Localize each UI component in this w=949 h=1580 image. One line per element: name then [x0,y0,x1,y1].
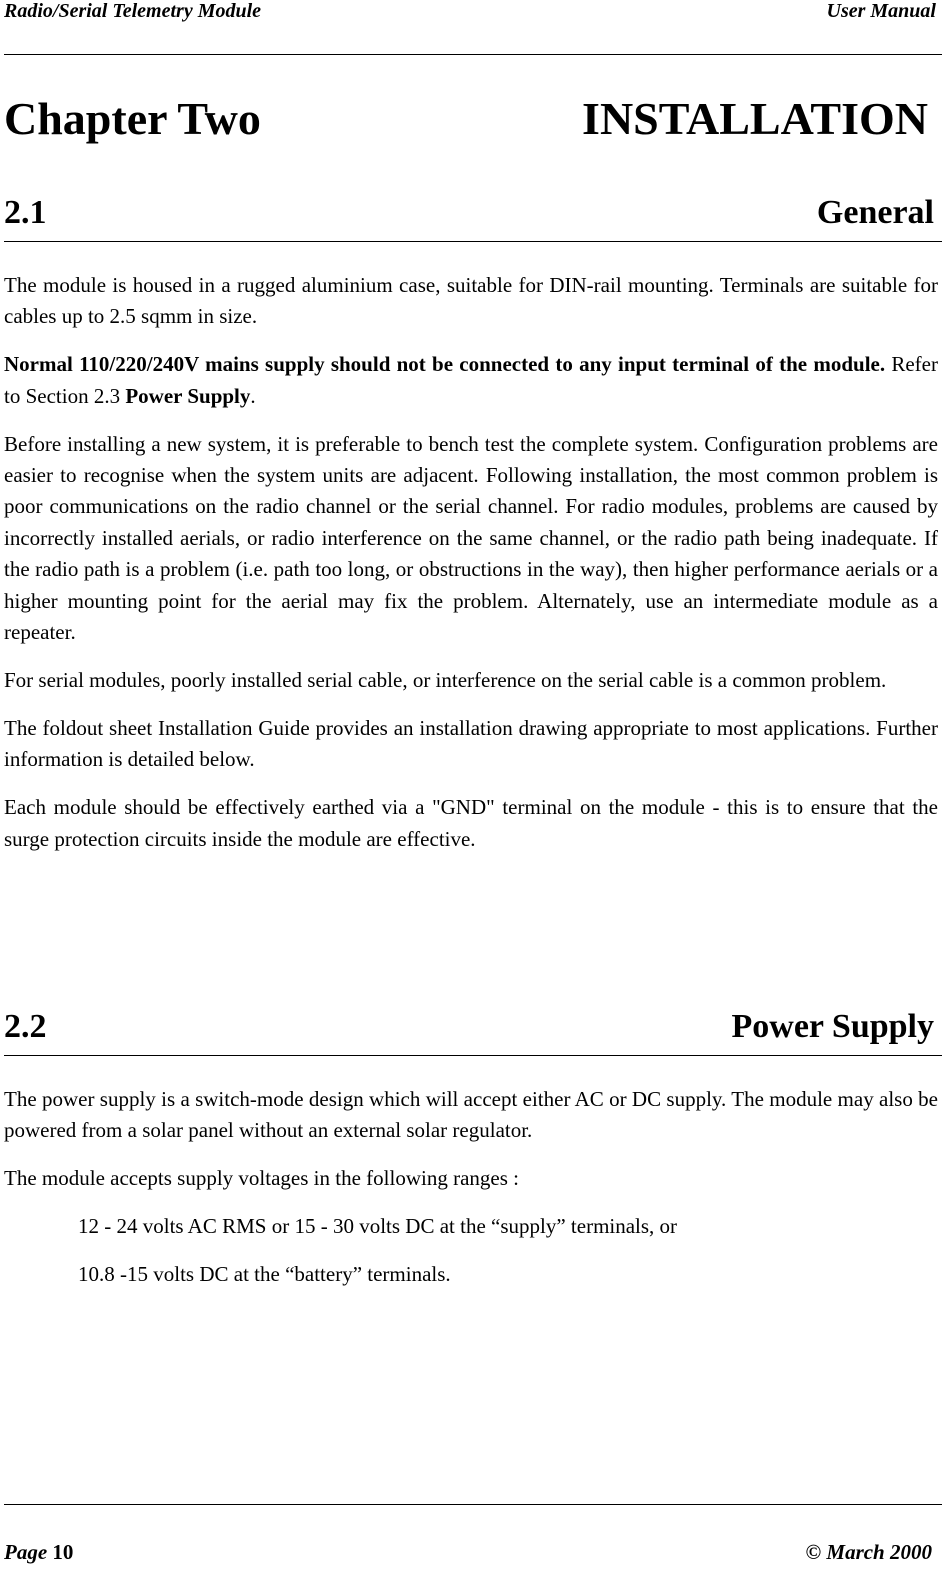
warning-text: Normal 110/220/240V mains supply should not be connected to any input terminal of the module. [4,352,886,377]
section-rule [4,241,942,242]
section-number: 2.2 [4,1008,47,1045]
header-rule [4,54,942,55]
reference-link: Power Supply [125,383,251,408]
section-heading-general [4,194,938,234]
running-footer [4,1540,938,1568]
copyright: © March 2000 [805,1540,932,1564]
paragraph: Before installing a new system, it is preferable to bench test the complete system. Configuration problems are easier to recognise when the system units are adjacent. Following installation, the most common problem is poor communications on the radio channel or the serial channel. For radio modules, problems are caused by incorrectly installed aerials, or radio interference on the same channel, or the radio path being inadequate. If the radio path is a problem (i.e. path too long, or obstructions in the way), then higher performance aerials or a higher mounting point for the aerial may fix the problem. Alternately, use an intermediate module as a repeater. [4,431,938,645]
chapter-heading [4,92,938,152]
section-heading-power-supply [4,1008,938,1048]
document-page [4,0,938,1580]
page-number-value: 10 [52,1540,74,1564]
page-number [4,1540,73,1565]
paragraph: For serial modules, poorly installed serial cable, or interference on the serial cable is a common problem. [4,667,887,692]
header-title: Radio/Serial Telemetry Module [4,0,262,22]
page-label: Page [4,1540,53,1564]
section-body-general [4,270,938,872]
reference-text: Refer to Section 2.3 [4,352,938,408]
paragraph: The module accepts supply voltages in the following ranges : [4,1166,519,1191]
chapter-label: Chapter Two [4,93,261,144]
paragraph: The module is housed in a rugged aluminium case, suitable for DIN-rail mounting. Terminals are suitable for cables up to 2.5 sqmm in size. [4,273,938,329]
chapter-title: INSTALLATION [582,93,928,144]
paragraph: Each module should be effectively earthed via a "GND" terminal on the module - this is to ensure that the surge protection circuits inside the module are effective. [4,795,938,851]
voltage-range-supply: 12 - 24 volts AC RMS or 15 - 30 volts DC at the “supply” terminals, or [78,1214,678,1239]
section-body-power-supply [4,1084,938,1307]
section-rule [4,1055,942,1056]
paragraph: The foldout sheet Installation Guide provides an installation drawing appropriate to most applications. Further information is detailed below. [4,715,938,772]
voltage-range-battery: 10.8 -15 volts DC at the “battery” terminals. [78,1262,451,1287]
section-title: Power Supply [731,1008,934,1045]
paragraph-warning [4,349,938,412]
running-header [4,0,938,26]
paragraph: The power supply is a switch-mode design which will accept either AC or DC supply. The module may also be powered from a solar panel without an external solar regulator. [4,1087,938,1143]
section-number: 2.1 [4,194,47,231]
footer-rule [4,1504,942,1505]
reference-end: . [250,383,256,408]
header-manual-label: User Manual [826,0,936,22]
section-title: General [816,194,934,231]
